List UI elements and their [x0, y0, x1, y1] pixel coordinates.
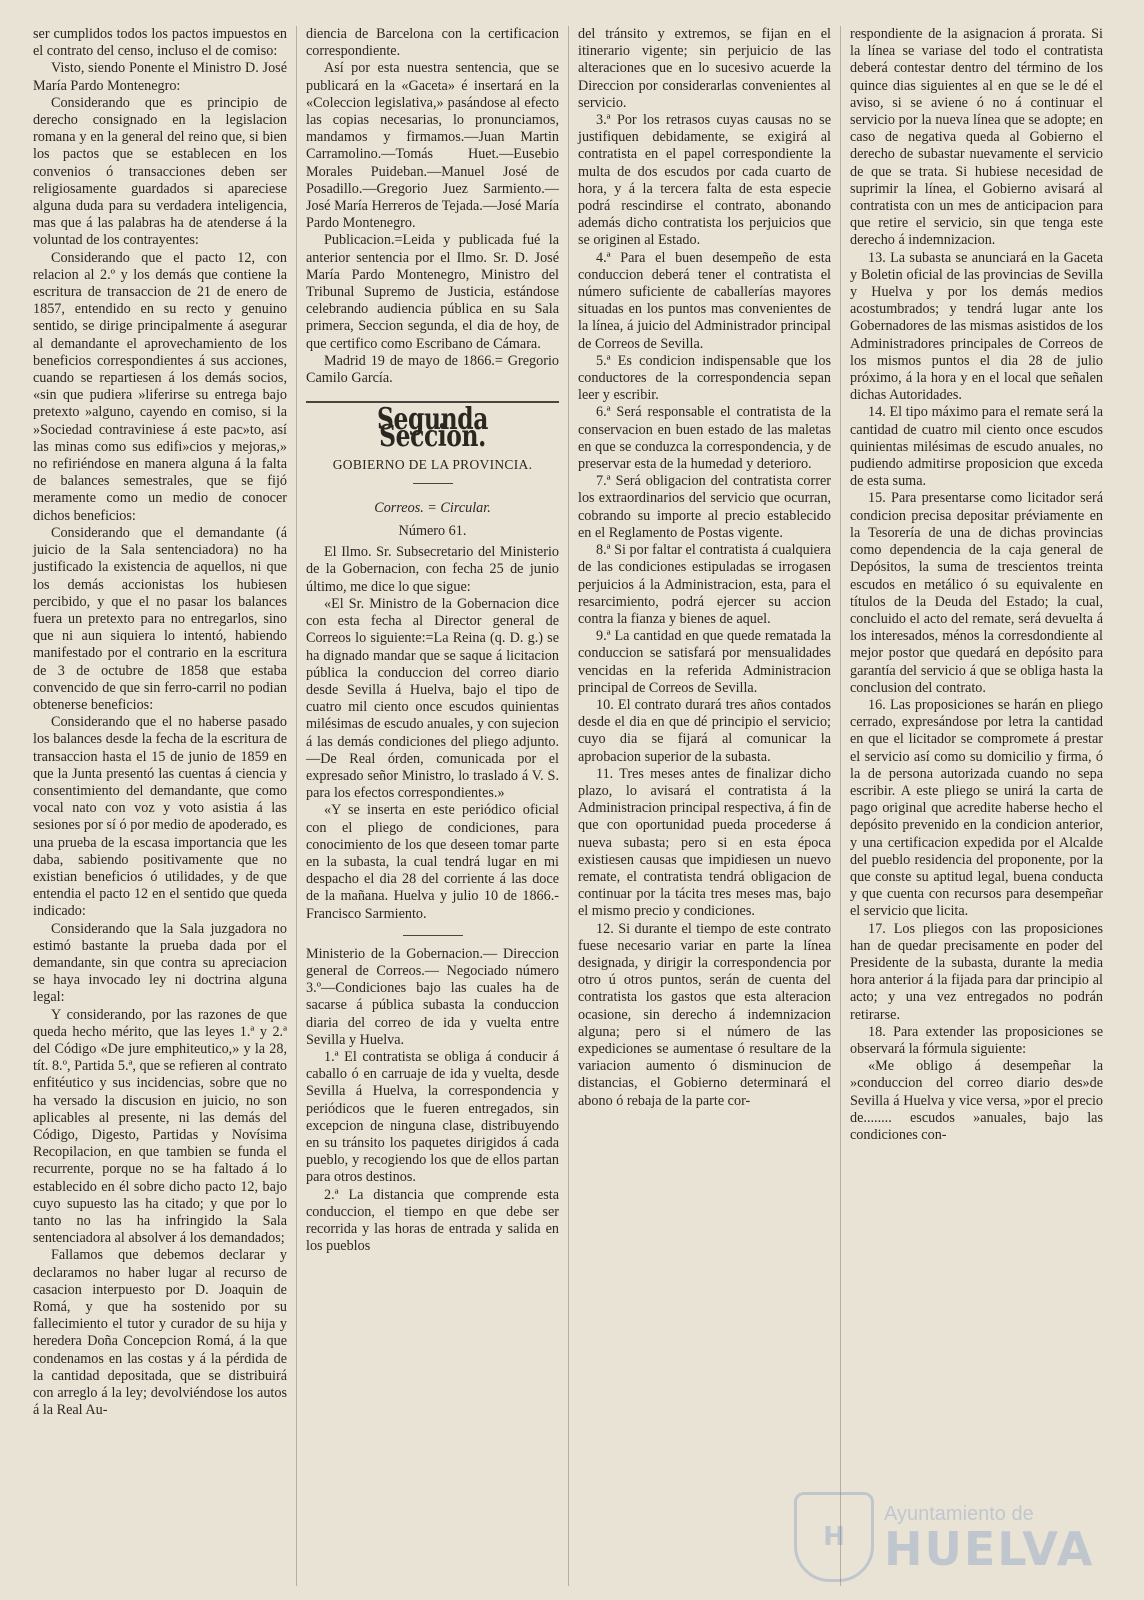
paragraph: Considerando que es principio de derecho consignado en la legislacion romana y en la general del reino que, si bien los pactos que se establecen en los convenios ó transacciones deben ser religiosamente guardados si apareciese alguna duda para su verdadera inteligencia, mas que á las palabras ha de atenderse á la voluntad de los contrayentes: [33, 94, 287, 249]
paragraph: diencia de Barcelona con la certificacion correspondiente. [306, 26, 559, 60]
paragraph: Ministerio de la Gobernacion.— Direccion general de Correos.— Negociado número 3.º—Condiciones bajo las cuales ha de sacarse á pública subasta la conduccion diaria del correo de ida y vuelta entre Sevilla y Huelva. [306, 945, 559, 1048]
paragraph: 12. Si durante el tiempo de este contrato fuese necesario variar en parte la línea designada, y dirigir la correspondencia por otro ú otros puntos, serán de cuenta del contratista los gastos que esta alteracion ocasione, sin derecho á indemnizacion alguna; pero si el número de las expediciones se aumentase ó resultare de la variacion aumento ó disminucion de distancias, el Gobierno determinará el abono ó rebaja de la parte cor- [578, 920, 831, 1109]
archive-watermark [794, 1492, 1114, 1582]
column-2-top [306, 26, 559, 387]
paragraph: 2.ª La distancia que comprende esta conduccion, el tiempo en que debe ser recorrida y las horas de entrada y salida en los pueblos [306, 1186, 559, 1255]
paragraph: Considerando que el no haberse pasado los balances desde la fecha de la escritura de transaccion hasta el 15 de junio de 1859 en que la Junta presentó las cuentas á ciencia y consentimiento del demandante, que como vocal nato con voz y voto asistia á las sesiones por sí ó por medio de apoderado, es una prueba de la escasa importancia que les daba, sabiendo positivamente que no existian beneficios ó utilidades, y de que entendia el pacto 12 en el sentido que queda indicado: [33, 714, 287, 920]
paragraph: 14. El tipo máximo para el remate será la cantidad de cuatro mil ciento once escudos quinientas milésimas de escudo anuales, no pudiendo admitirse proposicion que exceda de esta suma. [850, 404, 1103, 490]
gov-heading: GOBIERNO DE LA PROVINCIA. [332, 456, 533, 472]
conditions-intro [306, 946, 559, 1256]
paragraph: ser cumplidos todos los pactos impuestos en el contrato del censo, incluso el de comiso: [33, 26, 287, 60]
paragraph: «Y se inserta en este periódico oficial con el pliego de condiciones, para conocimiento de los que deseen tomar parte en la subasta, la cual tendrá lugar en mi despacho el dia 28 del corriente á las doce de la mañana. Huelva y julio 10 de 1866.-Francisco Sarmiento. [306, 802, 559, 922]
circular-number: Número 61. [398, 523, 467, 540]
column-4 [840, 26, 1112, 1586]
watermark-text [884, 1502, 1095, 1576]
paragraph: 15. Para presentarse como licitador será condicion precisa depositar préviamente en la Tesorería de una de dichas provincias como dependencia de la caja general de Depósitos, la suma de trescientos treinta escudos en metálico ó su equivalente en títulos de la Deuda del Estado; la cual, concluido el acto del remate, será devuelta á los interesados, ménos la corresdondiente al mejor postor que quedará en depósito para garantía del servicio á que se obliga hasta la conclusion del contrato. [850, 490, 1103, 696]
paragraph: Considerando que el pacto 12, con relacion al 2.º y los demás que contiene la escritura de transaccion de 21 de enero de 1857, entendido en su recto y genuino sentido, se dirige principalmente á asegurar al demandante el aprovechamiento de los beneficios correspondientes á sus acciones, cuando se repartiesen á los demás socios, «sin que pudiera »liferirse su entrega bajo pretexto »alguno, cayendo en comiso, si la »Sociedad contraviniese á este pac»to, así las minas como sus edifi»cios y mejoras,» no refiriéndose en manera alguna á la falta de balances semestrales, que se fijó meramente como un medio de conocer dichos beneficios: [33, 249, 287, 524]
crest-icon: H [794, 1492, 874, 1582]
paragraph: 16. Las proposiciones se harán en pliego cerrado, expresándose por letra la cantidad en que el licitador se compromete á prestar el servicio así como su domicilio y firma, ó la de persona autorizada cuando no sepa escribir. A este pliego se unirá la carta de pago original que acredite haberse hecho el depósito prevenido en la condicion anterior, y una certificacion expedida por el Alcalde del pueblo residencia del proponente, por la que conste su aptitud legal, buena conducta y que cuenta con recursos para desempeñar el servicio que licita. [850, 696, 1103, 920]
paragraph: 11. Tres meses antes de finalizar dicho plazo, lo avisará el contratista á la Administracion principal respectiva, á fin de que con oportunidad pueda procederse á nueva subasta; pero si en esta época existiesen causas que impidiesen un nuevo remate, el contratista tendrá obligacion de continuar por la tácita tres meses mas, bajo el mismo precio y condiciones. [578, 765, 831, 920]
paragraph: Y considerando, por las razones de que queda hecho mérito, que las leyes 1.ª y 2.ª del Código «De jure emphiteutico,» y la 28, tít. 8.º, Partida 5.ª, que se refieren al contrato enfitéutico y sus incidencias, sobre que no ha versado la discusion en juicio, no son aplicables al presente, ni las demás del Código, Digesto, Partidas y Novísima Recopilacion, en que tambien se funda el recurrente, porque no se ha faltado á lo establecido en él sobre dicho pacto 12, bajo cuyo supuesto las ha citado; y que por lo tanto no las ha infringido la Sala sentenciadora al absolver á los demandados; [33, 1006, 287, 1247]
watermark-big: HUELVA [884, 1521, 1095, 1576]
column-1 [24, 26, 296, 1586]
paragraph: 13. La subasta se anunciará en la Gaceta y Boletin oficial de las provincias de Sevilla y Huelva y por los demás medios acostumbrados; y tendrá lugar ante los Gobernadores de las mismas asistidos de los Administradores principales de Correos de los mismos puntos el dia 28 de julio próximo, á la hora y en el local que señalen dichas Autoridades. [850, 249, 1103, 404]
paragraph: 1.ª El contratista se obliga á conducir á caballo ó en carruaje de ida y vuelta, desde Sevilla á Huelva, la correspondencia y periódicos que le fueren entregados, sin excepcion de ninguna clase, distribuyendo en su tránsito los paquetes dirigidos á cada pueblo, y recogiendo los que de ellos partan para otros destinos. [306, 1048, 559, 1186]
circular-body [306, 544, 559, 922]
short-divider-2 [403, 935, 463, 936]
column-2 [296, 26, 568, 1586]
paragraph: 9.ª La cantidad en que quede rematada la conduccion se satisfará por mensualidades vencidas en la referida Administracion principal de Correos de Sevilla. [578, 628, 831, 696]
paragraph: Madrid 19 de mayo de 1866.= Gregorio Camilo García. [306, 352, 559, 387]
section-title: Segunda Seccion. [377, 402, 488, 455]
paragraph: respondiente de la asignacion á prorata. Si la línea se variase del todo el contratista deberá contestar dentro del término de los quince dias siguientes al en que se le dé el aviso, si se aviene ó no á continuar el servicio por la nueva línea que se adopte; en caso de negativa queda al Gobierno el derecho de subastar nuevamente el servicio de que se trata. Si hubiese necesidad de suprimir la línea, el Gobierno avisará al contratista con un mes de anticipacion para que retire el servicio, sin que tenga este derecho á indemnizacion. [850, 26, 1103, 249]
paragraph: 17. Los pliegos con las proposiciones han de quedar precisamente en poder del Presidente de la subasta, durante la media hora anterior á la fijada para dar principio al acto; y una vez entregados no podrán retirarse. [850, 920, 1103, 1023]
circular-subheading: Correos. = Circular. [374, 499, 491, 516]
paragraph: 6.ª Será responsable el contratista de la conservacion en buen estado de las maletas en que se conduzca la correspondencia, y de preservar esta de la humedad y deterioro. [578, 404, 831, 473]
paragraph: 5.ª Es condicion indispensable que los conductores de la correspondencia sepan leer y escribir. [578, 352, 831, 404]
paragraph: 18. Para extender las proposiciones se observará la fórmula siguiente: [850, 1023, 1103, 1057]
paragraph: Considerando que la Sala juzgadora no estimó bastante la prueba dada por el demandante, sin que contra su apreciacion se haya invocado ley ni doctrina alguna legal: [33, 920, 287, 1006]
paragraph: 10. El contrato durará tres años contados desde el dia en que dé principio el servicio; cuyo dia se fijará al comunicar la aprobacion superior de la subasta. [578, 696, 831, 765]
paragraph: 7.ª Será obligacion del contratista correr los extraordinarios del servicio que ocurran, cobrando su importe al precio establecido en el Reglamento de Postas vigente. [578, 473, 831, 541]
column-3 [568, 26, 840, 1586]
paragraph: Así por esta nuestra sentencia, que se publicará en la «Gaceta» é insertará en la «Coleccion legislativa,» pasándose al efecto las copias necesarias, lo pronunciamos, mandamos y firmamos.—Juan Martin Carramolino.—Tomás Huet.—Eusebio Morales Puideban.—Manuel José de Posadillo.—Gregorio Juez Sarmiento.—José María Herreros de Tejada.—José María Pardo Montenegro. [306, 60, 559, 232]
paragraph: 8.ª Si por faltar el contratista á cualquiera de las condiciones estipuladas se irrogasen perjuicios á la Administracion, esta, para el resarcimiento, podrá ejercer su accion contra la fianza y bienes de aquel. [578, 542, 831, 627]
paragraph: Publicacion.=Leida y publicada fué la anterior sentencia por el Ilmo. Sr. D. José María Pardo Montenegro, Ministro del Tribunal Supremo de Justicia, estándose celebrando audiencia pública en su Sala primera, Seccion segunda, el dia de hoy, de que certifico como Escribano de Cámara. [306, 232, 559, 352]
paragraph: 4.ª Para el buen desempeño de esta conduccion deberá tener el contratista el número suficiente de caballerías mayores situadas en los puntos mas convenientes de la línea, á juicio del Administrador principal de Correos de Sevilla. [578, 249, 831, 352]
paragraph: El Ilmo. Sr. Subsecretario del Ministerio de la Gobernacion, con fecha 25 de junio último, me dice lo que sigue: [306, 544, 559, 595]
paragraph: «El Sr. Ministro de la Gobernacion dice con esta fecha al Director general de Correos lo siguiente:=La Reina (q. D. g.) se ha dignado mandar que se saque á licitacion pública la conduccion del correo diario desde Sevilla á Huelva, bajo el tipo de cuatro mil ciento once escudos quinientas milésimas de escudo anuales, y con sujecion á las demás condiciones del pliego adjunto.—De Real órden, comunicada por el expresado señor Ministro, lo traslado á V. S. para los efectos correspondientes.» [306, 595, 559, 802]
watermark-small: Ayuntamiento de [884, 1502, 1034, 1525]
paragraph: Fallamos que debemos declarar y declaramos no haber lugar al recurso de casacion interpuesto por D. Joaquin de Romá, y que ha sostenido por su fallecimiento el tutor y curador de su hija y heredera Doña Concepcion Romá, á la que condenamos en las costas y á la pérdida de la cantidad depositada, que se distribuirá con arreglo á la ley; devolviéndose los autos á la Real Au- [33, 1247, 287, 1419]
paragraph: «Me obligo á desempeñar la »conduccion del correo diario des»de Sevilla á Huelva y vice versa, »por el precio de........ escudos »anuales, bajo las condiciones con- [850, 1058, 1103, 1143]
paragraph: Considerando que el demandante (á juicio de la Sala sentenciadora) no ha justificado la existencia de aquellos, ni que los demás accionistas los hubiesen percibido, y que el no pasar los balances fuera un pretexto para no entregarlos, sino que ni aun siquiera lo intentó, habiendo manifestado por el contrario en la escritura de 3 de octubre de 1858 que estaba convencido de que sin ferro-carril no podian obtenerse beneficios: [33, 524, 287, 713]
paragraph: del tránsito y extremos, se fijan en el itinerario vigente; sin perjuicio de las alteraciones que en lo sucesivo acuerde la Direccion por considerarlas convenientes al servicio. [578, 26, 831, 111]
paragraph: 3.ª Por los retrasos cuyas causas no se justifiquen debidamente, se exigirá al contratista en el papel correspondiente la multa de dos escudos por cada cuarto de hora, y á la tercera falta de esta especie podrá rescindirse el contrato, abonando además dicho contratista los perjuicios que se originen al Estado. [578, 112, 831, 249]
short-divider [413, 483, 453, 484]
paragraph: Visto, siendo Ponente el Ministro D. José María Pardo Montenegro: [33, 60, 287, 94]
